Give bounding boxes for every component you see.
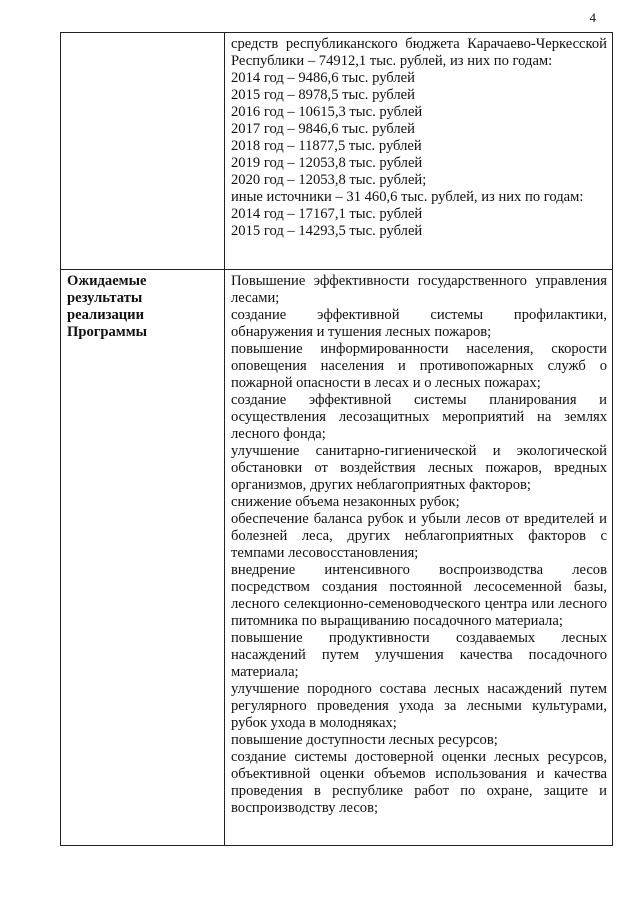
result-item: улучшение породного состава лесных насаждений путем регулярного проведения ухода за лесными культурами, рубок ухода в молодняках; [231,681,607,731]
funding-line: 2019 год – 12053,8 тыс. рублей [231,155,423,171]
result-item: внедрение интенсивного воспроизводства лесов посредством создания постоянной лесосеменной базы, лесного селекционно-семеноводческого центра или лесного питомника по выращиванию посадочного материала; [231,562,607,629]
result-item: обеспечение баланса рубок и убыли лесов от вредителей и болезней леса, других неблагоприятных факторов с темпами лесовосстановления; [231,511,607,561]
funding-row [61,33,613,270]
funding-label-cell [61,33,225,270]
results-label-cell [61,270,225,846]
results-label: Ожидаемые результаты реализации Программы [67,273,148,340]
results-content-cell [225,270,613,846]
result-item: создание системы достоверной оценки лесных ресурсов, объективной оценки объемов использования и качества проведения в республике работ по охране, защите и воспроизводству лесов; [231,749,607,816]
result-item: повышение доступности лесных ресурсов; [231,732,498,748]
funding-line: 2018 год – 11877,5 тыс. рублей [231,138,422,154]
result-item: повышение продуктивности создаваемых лесных насаждений путем улучшения качества посадочного материала; [231,630,607,680]
funding-content-cell [225,33,613,270]
funding-line: 2020 год – 12053,8 тыс. рублей; [231,172,427,188]
result-item: снижение объема незаконных рубок; [231,494,460,510]
result-item: повышение информированности населения, скорости оповещения населения и противопожарных служб о пожарной опасности в лесах и о лесных пожарах; [231,341,607,391]
funding-line: 2014 год – 9486,6 тыс. рублей [231,70,415,86]
results-row [61,270,613,846]
program-passport-table [60,32,613,846]
result-item: улучшение санитарно-гигиенической и экологической обстановки от воздействия лесных пожаров, вредных организмов, других неблагоприятных факторов; [231,443,607,493]
funding-line: 2014 год – 17167,1 тыс. рублей [231,206,423,222]
result-item: Повышение эффективности государственного управления лесами; [231,273,607,306]
funding-line: 2015 год – 14293,5 тыс. рублей [231,223,423,239]
result-item: создание эффективной системы планирования и осуществления лесозащитных мероприятий на землях лесного фонда; [231,392,607,442]
page-number: 4 [589,10,596,25]
funding-line: 2015 год – 8978,5 тыс. рублей [231,87,415,103]
funding-line: 2017 год – 9846,6 тыс. рублей [231,121,415,137]
funding-line: 2016 год – 10615,3 тыс. рублей [231,104,423,120]
funding-line: средств республиканского бюджета Карачаево-Черкесской Республики – 74912,1 тыс. рублей, из них по годам: [231,36,607,69]
result-item: создание эффективной системы профилактики, обнаружения и тушения лесных пожаров; [231,307,607,340]
funding-line: иные источники – 31 460,6 тыс. рублей, из них по годам: [231,189,584,205]
